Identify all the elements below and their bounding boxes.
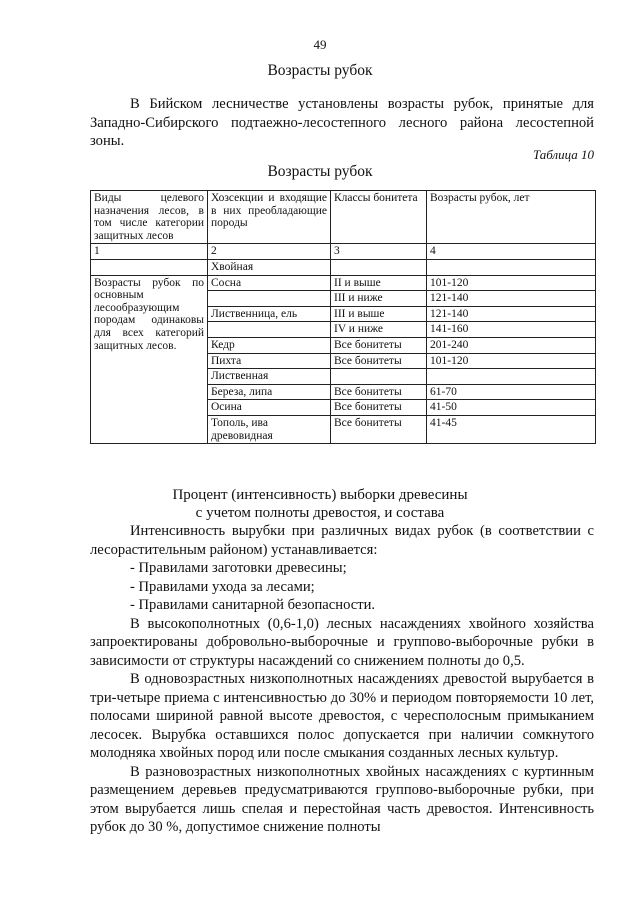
paragraph: В одновозрастных низкополнотных насаждениях древостой вырубается в три-четыре приема с интенсивностью до 30% и периодом повторяемости 10 лет, полосами шириной равной высоте древостоя, с чересполосным примыканием лесосек. Вырубка оставшихся полос допускается при наличии сомкнутого молодняка хвойных пород или после смыкания созданных лесных культур. [90,671,594,761]
age-cell: 121-140 [427,306,596,322]
table-header-cell: Виды целевого назначения лесов, в том числе категории защитных лесов [91,191,208,244]
species-cell: Береза, липа [208,384,331,400]
list-item: - Правилами санитарной безопасности. [130,597,376,613]
paragraph: В разновозрастных низкополнотных хвойных насаждениях с куртинным размещением деревьев предусматриваются группово-выборочные рубки, при этом вырубается лишь спелая и перестойная часть древостоя. Интенсивность рубок до 30 %, допустимое снижение полноты [90,763,594,835]
intro-paragraph: В Бийском лесничестве установлены возрасты рубок, принятые для Западно-Сибирского подтаежно-лесостепного лесного района лесостепной зоны. [90,96,594,149]
table-group-row [91,259,596,275]
section-heading: Возрасты рубок [267,62,373,79]
bonitet-cell: Все бонитеты [331,384,427,400]
table-header-cell: Хозсекции и входящие в них преобладающие породы [208,191,331,244]
species-cell: Осина [208,400,331,416]
table-cell [427,369,596,385]
section2-title [0,486,640,522]
bonitet-cell: III и выше [331,306,427,322]
species-cell: Кедр [208,337,331,353]
group-label-deciduous: Лиственная [208,369,331,385]
table-cell: 1 [91,244,208,260]
age-cell: 41-50 [427,400,596,416]
species-cell: Сосна [208,275,331,291]
category-description: Возрасты рубок по основным лесообразующим породам одинаковы для всех категорий защитных лесов. [91,275,208,444]
species-cell: Тополь, ива древовидная [208,415,331,443]
list-item: - Правилами ухода за лесами; [130,578,315,595]
section2-title-line1: Процент (интенсивность) выборки древесины [172,487,468,503]
table-cell [91,259,208,275]
table-cell [331,259,427,275]
bonitet-cell: IV и ниже [331,322,427,338]
bonitet-cell: II и выше [331,275,427,291]
age-cell: 141-160 [427,322,596,338]
age-cell: 201-240 [427,337,596,353]
table-number-row [91,244,596,260]
table-cell: 2 [208,244,331,260]
table-cell: 3 [331,244,427,260]
table-header-cell: Возрасты рубок, лет [427,191,596,244]
table-cell [427,259,596,275]
table-cell: 4 [427,244,596,260]
section2-title-line2: с учетом полноты древостоя, и состава [195,505,445,521]
bonitet-cell: III и ниже [331,291,427,307]
table-row [91,275,596,291]
table-title: Возрасты рубок [267,163,373,180]
age-cell: 61-70 [427,384,596,400]
species-cell: Пихта [208,353,331,369]
age-cell: 41-45 [427,415,596,443]
list-item: - Правилами заготовки древесины; [130,560,347,576]
table-header-row [91,191,596,244]
species-cell [208,322,331,338]
paragraph: Интенсивность вырубки при различных видах рубок (в соответствии с лесорастительным районом) устанавливается: [90,523,594,558]
section2-body [90,522,594,837]
bonitet-cell: Все бонитеты [331,400,427,416]
paragraph: В высокополнотных (0,6-1,0) лесных насаждениях хвойного хозяйства запроектированы добровольно-выборочные и группово-выборочные рубки в зависимости от структуры насаждений со снижением полноты до 0,5. [90,615,594,669]
bonitet-cell: Все бонитеты [331,353,427,369]
bonitet-cell: Все бонитеты [331,415,427,443]
cutting-age-table [90,190,596,444]
age-cell: 121-140 [427,291,596,307]
age-cell: 101-120 [427,275,596,291]
page-number: 49 [313,37,327,52]
table-header-cell: Классы бонитета [331,191,427,244]
table-cell [331,369,427,385]
species-cell: Лиственница, ель [208,306,331,322]
age-cell: 101-120 [427,353,596,369]
bonitet-cell: Все бонитеты [331,337,427,353]
table-caption: Таблица 10 [532,147,594,162]
group-label-coniferous: Хвойная [208,259,331,275]
species-cell [208,291,331,307]
